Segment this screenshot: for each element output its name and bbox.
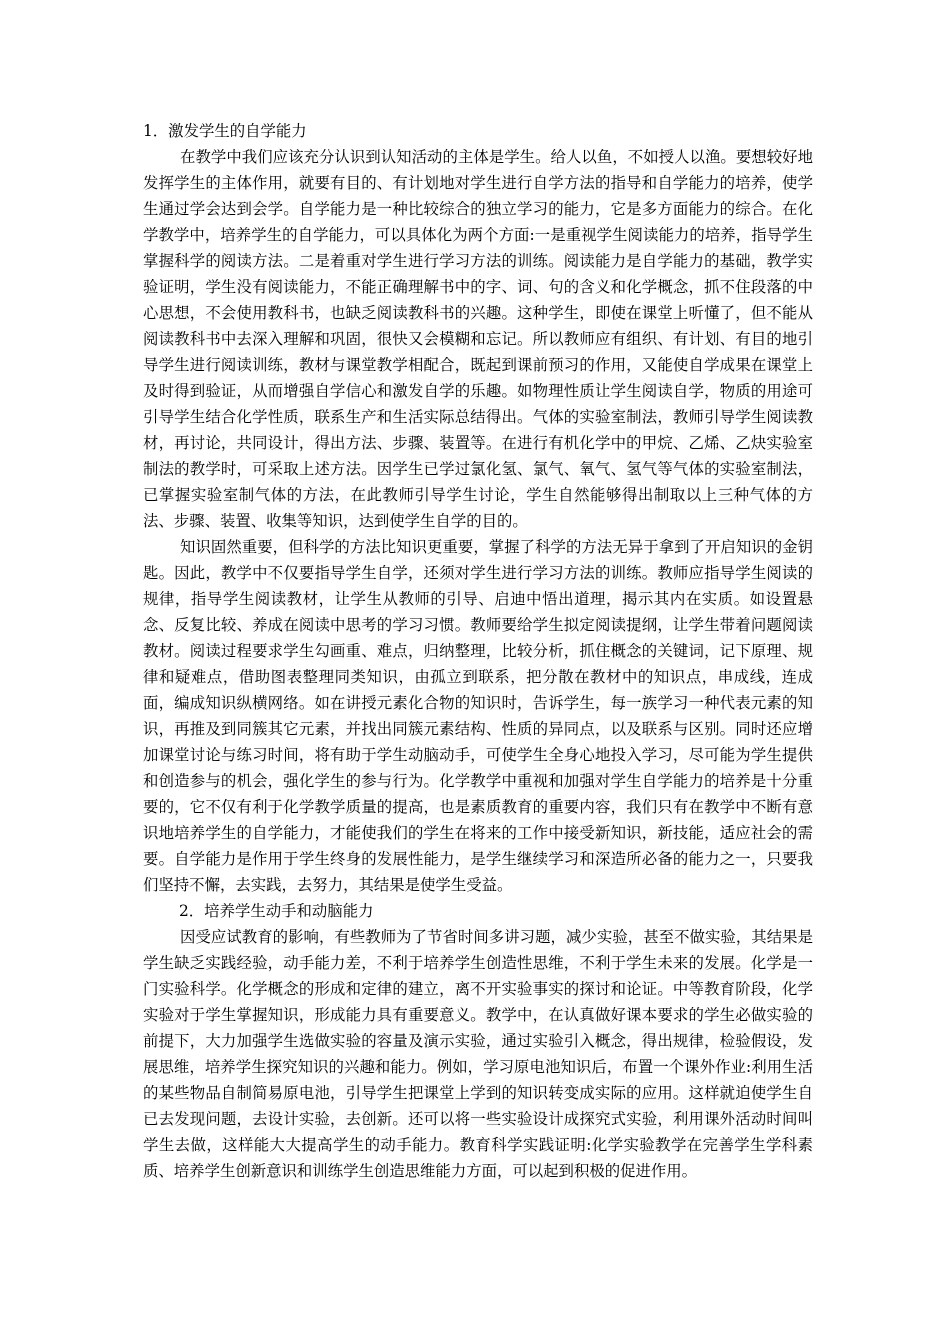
- section-heading-1: 1．激发学生的自学能力: [143, 122, 307, 140]
- section-heading-2: 2．培养学生动手和动脑能力: [179, 902, 374, 920]
- document-body: [143, 118, 813, 1184]
- section-1-paragraph-2: 知识固然重要，但科学的方法比知识更重要，掌握了科学的方法无异于拿到了开启知识的金钥匙。因此，教学中不仅要指导学生自学，还须对学生进行学习方法的训练。教师应指导学生阅读的规律，指导学生阅读教材，让学生从教师的引导、启迪中悟出道理，揭示其内在实质。如设置悬念、反复比较、养成在阅读中思考的学习习惯。教师要给学生拟定阅读提纲，让学生带着问题阅读教材。阅读过程要求学生勾画重、难点，归纳整理，比较分析，抓住概念的关键词，记下原理、规律和疑难点，借助图表整理同类知识，由孤立到联系，把分散在教材中的知识点，串成线，连成面，编成知识纵横网络。如在讲授元素化合物的知识时，告诉学生，每一族学习一种代表元素的知识，再推及到同簇其它元素，并找出同簇元素结构、性质的异同点，以及联系与区别。同时还应增加课堂讨论与练习时间，将有助于学生动脑动手，可使学生全身心地投入学习，尽可能为学生提供和创造参与的机会，强化学生的参与行为。化学教学中重视和加强对学生自学能力的培养是十分重要的，它不仅有利于化学教学质量的提高，也是素质教育的重要内容，我们只有在教学中不断有意识地培养学生的自学能力，才能使我们的学生在将来的工作中接受新知识，新技能，适应社会的需要。自学能力是作用于学生终身的发展性能力，是学生继续学习和深造所必备的能力之一，只要我们坚持不懈，去实践，去努力，其结果是使学生受益。: [143, 538, 813, 894]
- section-1-paragraph-1: 在教学中我们应该充分认识到认知活动的主体是学生。给人以鱼，不如授人以渔。要想较好地发挥学生的主体作用，就要有目的、有计划地对学生进行自学方法的指导和自学能力的培养，使学生通过学会达到会学。自学能力是一种比较综合的独立学习的能力，它是多方面能力的综合。在化学教学中，培养学生的自学能力，可以具体化为两个方面:一是重视学生阅读能力的培养，指导学生掌握科学的阅读方法。二是着重对学生进行学习方法的训练。阅读能力是自学能力的基础，教学实验证明，学生没有阅读能力，不能正确理解书中的字、词、句的含义和化学概念，抓不住段落的中心思想，不会使用教科书，也缺乏阅读教科书的兴趣。这种学生，即使在课堂上听懂了，但不能从阅读教科书中去深入理解和巩固，很快又会模糊和忘记。所以教师应有组织、有计划、有目的地引导学生进行阅读训练，教材与课堂教学相配合，既起到课前预习的作用，又能使自学成果在课堂上及时得到验证，从而增强自学信心和激发自学的乐趣。如物理性质让学生阅读自学，物质的用途可引导学生结合化学性质，联系生产和生活实际总结得出。气体的实验室制法，教师引导学生阅读教材，再讨论，共同设计，得出方法、步骤、装置等。在进行有机化学中的甲烷、乙烯、乙炔实验室制法的教学时，可采取上述方法。因学生已学过氯化氢、氯气、氧气、氢气等气体的实验室制法，已掌握实验室制气体的方法，在此教师引导学生讨论，学生自然能够得出制取以上三种气体的方法、步骤、装置、收集等知识，达到使学生自学的目的。: [143, 148, 813, 530]
- section-2-paragraph-1: 因受应试教育的影响，有些教师为了节省时间多讲习题，减少实验，甚至不做实验，其结果是学生缺乏实践经验，动手能力差，不利于培养学生创造性思维，不利于学生未来的发展。化学是一门实验科学。化学概念的形成和定律的建立，离不开实验事实的探讨和论证。中等教育阶段，化学实验对于学生掌握知识，形成能力具有重要意义。教学中，在认真做好课本要求的学生必做实验的前提下，大力加强学生选做实验的容量及演示实验，通过实验引入概念，得出规律，检验假设，发展思维，培养学生探究知识的兴趣和能力。例如，学习原电池知识后，布置一个课外作业:利用生活的某些物品自制简易原电池，引导学生把课堂上学到的知识转变成实际的应用。这样就迫使学生自已去发现问题，去设计实验，去创新。还可以将一些实验设计成探究式实验，利用课外活动时间叫学生去做，这样能大大提高学生的动手能力。教育科学实践证明:化学实验教学在完善学生学科素质、培养学生创新意识和训练学生创造思维能力方面，可以起到积极的促进作用。: [143, 928, 813, 1180]
